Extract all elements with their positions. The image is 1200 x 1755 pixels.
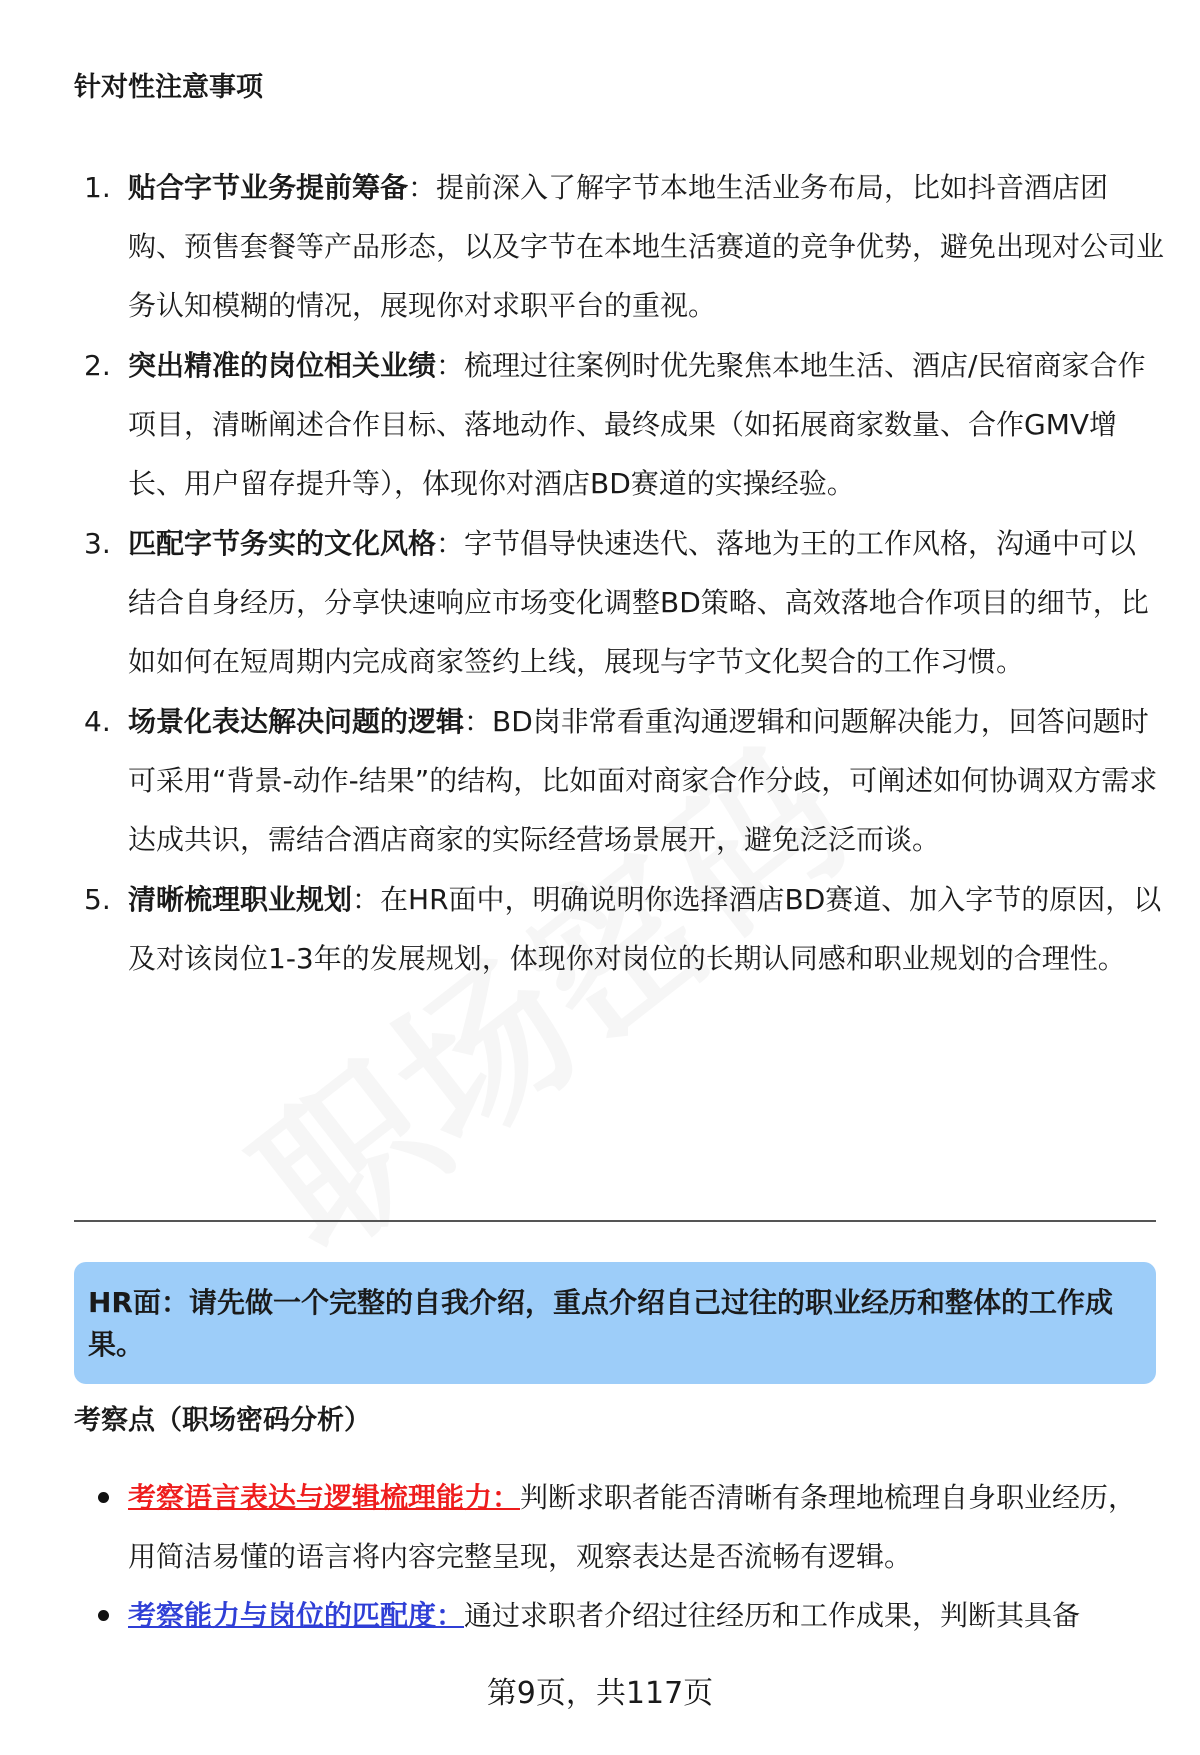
item-body: ：提前深入了解字节本地生活业务布局，比如抖音酒店团购、预售套餐等产品形态，以及字节在本地生活赛道的竞争优势，避免出现对公司业务认知模糊的情况，展现你对求职平台的重视。 bbox=[128, 171, 1165, 322]
item-heading: 突出精准的岗位相关业绩 bbox=[128, 349, 437, 382]
item-body: ：梳理过往案例时优先聚焦本地生活、酒店/民宿商家合作项目，清晰阐述合作目标、落地动作、最终成果（如拓展商家数量、合作GMV增长、用户留存提升等），体现你对酒店BD赛道的实操经验。 bbox=[128, 349, 1146, 500]
item-heading: 场景化表达解决问题的逻辑 bbox=[128, 705, 465, 738]
list-item bbox=[74, 1468, 1164, 1586]
item-number: 5. bbox=[84, 883, 111, 916]
highlight-link[interactable]: 考察能力与岗位的匹配度： bbox=[128, 1599, 465, 1632]
list-item bbox=[74, 336, 1164, 513]
bullet-icon bbox=[98, 1610, 109, 1621]
item-number: 4. bbox=[84, 705, 111, 738]
page-footer: 第9页，共117页 bbox=[486, 1676, 714, 1711]
list-item bbox=[74, 1586, 1164, 1645]
item-body: ：在HR面中，明确说明你选择酒店BD赛道、加入字节的原因，以及对该岗位1-3年的发展规划，体现你对岗位的长期认同感和职业规划的合理性。 bbox=[128, 883, 1162, 975]
section-divider bbox=[74, 1220, 1156, 1222]
bullet-list bbox=[74, 1468, 1164, 1645]
list-item bbox=[74, 692, 1164, 869]
item-number: 2. bbox=[84, 349, 111, 382]
question-callout: HR面：请先做一个完整的自我介绍，重点介绍自己过往的职业经历和整体的工作成果。 bbox=[74, 1262, 1156, 1384]
section-title: 针对性注意事项 bbox=[74, 72, 263, 103]
item-heading: 匹配字节务实的文化风格 bbox=[128, 527, 437, 560]
sub-title: 考察点（职场密码分析） bbox=[74, 1405, 371, 1436]
list-item bbox=[74, 870, 1164, 988]
item-number: 1. bbox=[84, 171, 111, 204]
item-body: 判断求职者能否清晰有条理地梳理自身职业经历，用简洁易懂的语言将内容完整呈现，观察表达是否流畅有逻辑。 bbox=[128, 1481, 1137, 1573]
item-number: 3. bbox=[84, 527, 111, 560]
item-body: ：BD岗非常看重沟通逻辑和问题解决能力，回答问题时可采用“背景-动作-结果”的结构，比如面对商家合作分歧，可阐述如何协调双方需求达成共识，需结合酒店商家的实际经营场景展开，避免泛泛而谈。 bbox=[128, 705, 1158, 856]
list-item bbox=[74, 514, 1164, 691]
item-body: ：字节倡导快速迭代、落地为王的工作风格，沟通中可以结合自身经历，分享快速响应市场变化调整BD策略、高效落地合作项目的细节，比如如何在短周期内完成商家签约上线，展现与字节文化契合的工作习惯。 bbox=[128, 527, 1149, 678]
item-heading: 贴合字节业务提前筹备 bbox=[128, 171, 409, 204]
numbered-list bbox=[74, 158, 1164, 989]
item-heading: 清晰梳理职业规划 bbox=[128, 883, 353, 916]
item-body: 通过求职者介绍过往经历和工作成果，判断其具备 bbox=[464, 1599, 1081, 1632]
bullet-icon bbox=[98, 1492, 109, 1503]
highlight-link[interactable]: 考察语言表达与逻辑梳理能力： bbox=[128, 1481, 521, 1514]
list-item bbox=[74, 158, 1164, 335]
